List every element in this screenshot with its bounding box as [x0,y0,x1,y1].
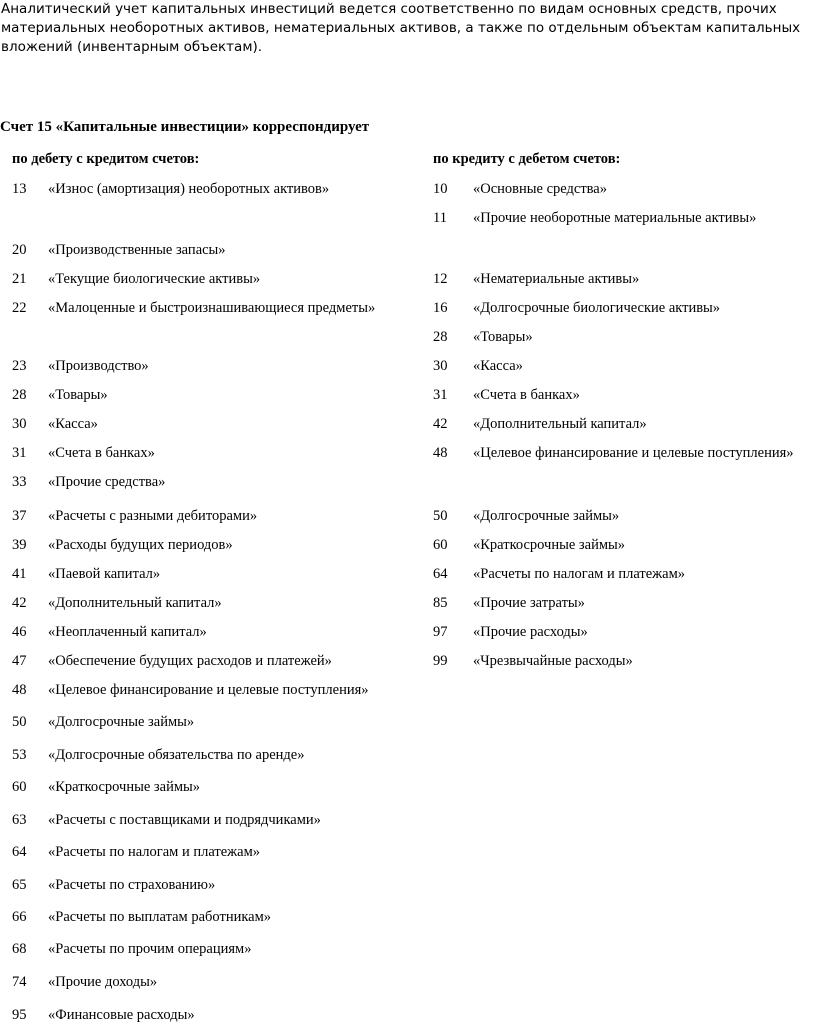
debit-account-row [12,473,392,491]
account-number: 31 [433,387,448,403]
intro-paragraph: Аналитический учет капитальных инвестиций ведется соответственно по видам основных средств, прочих материальных необоротных активов, нематериальных активов, а также по отдельным объектам капитальных вложений (инвентарным объектам). [1,1,801,55]
account-number: 30 [12,416,27,432]
account-number: 64 [12,844,27,860]
account-number: 60 [433,537,448,553]
debit-account-row [12,973,392,991]
credit-account-row [433,386,813,404]
debit-account-row [12,681,392,699]
account-number: 97 [433,624,448,640]
debit-account-row [12,594,392,612]
debit-account-row [12,299,392,317]
credit-account-row [433,536,813,554]
account-name: «Основные средства» [473,181,607,197]
account-name: «Касса» [473,358,523,374]
debit-account-row [12,778,392,796]
account-number: 68 [12,941,27,957]
credit-account-row [433,594,813,612]
credit-account-row [433,507,813,525]
debit-column-title: по дебету с кредитом счетов: [12,151,200,167]
account-name: «Чрезвычайные расходы» [473,653,633,669]
account-number: 74 [12,974,27,990]
account-name: «Прочие средства» [48,474,166,490]
credit-account-row [433,357,813,375]
debit-account-row [12,565,392,583]
account-name: «Счета в банках» [48,445,155,461]
account-number: 11 [433,210,447,226]
account-number: 37 [12,508,27,524]
credit-account-row [433,328,813,346]
section-heading: Счет 15 «Капитальные инвестиции» корреспондирует [0,119,370,135]
account-name: «Краткосрочные займы» [48,779,200,795]
account-number: 66 [12,909,27,925]
account-number: 65 [12,877,27,893]
account-name: «Расчеты с разными дебиторами» [48,508,258,524]
credit-account-row [433,180,813,198]
account-name: «Долгосрочные займы» [48,714,195,730]
account-number: 63 [12,812,27,828]
account-name: «Целевое финансирование и целевые поступления» [48,682,369,698]
account-name: «Расходы будущих периодов» [48,537,233,553]
account-name: «Расчеты по выплатам работникам» [48,909,272,925]
debit-account-row [12,876,392,894]
account-name: «Касса» [48,416,98,432]
account-name: «Финансовые расходы» [48,1007,195,1023]
account-number: 20 [12,242,27,258]
account-number: 21 [12,271,27,287]
account-name: «Расчеты по страхованию» [48,877,216,893]
account-number: 30 [433,358,448,374]
account-name: «Нематериальные активы» [473,271,640,287]
account-number: 13 [12,181,27,197]
account-number: 22 [12,300,27,316]
account-number: 50 [12,714,27,730]
account-name: «Долгосрочные биологические активы» [473,300,721,316]
debit-account-row [12,940,392,958]
account-number: 64 [433,566,448,582]
account-name: «Долгосрочные обязательства по аренде» [48,747,305,763]
account-number: 42 [12,595,27,611]
account-name: «Товары» [473,329,533,345]
debit-account-row [12,536,392,554]
account-number: 48 [12,682,27,698]
account-number: 10 [433,181,448,197]
credit-account-row [433,415,813,433]
account-name: «Дополнительный капитал» [48,595,222,611]
debit-account-row [12,270,392,288]
credit-account-row [433,270,813,288]
credit-account-row [433,623,813,641]
account-number: 99 [433,653,448,669]
account-number: 28 [433,329,448,345]
account-number: 41 [12,566,27,582]
debit-account-row [12,507,392,525]
account-name: «Товары» [48,387,108,403]
account-name: «Износ (амортизация) необоротных активов» [48,181,330,197]
account-name: «Прочие доходы» [48,974,158,990]
account-name: «Целевое финансирование и целевые поступления» [473,445,794,461]
account-number: 12 [433,271,448,287]
debit-account-row [12,843,392,861]
debit-account-row [12,746,392,764]
account-name: «Краткосрочные займы» [473,537,625,553]
credit-column-title: по кредиту с дебетом счетов: [433,151,621,167]
credit-account-row [433,652,813,670]
credit-account-row [433,209,813,227]
debit-account-row [12,444,392,462]
account-name: «Долгосрочные займы» [473,508,620,524]
credit-account-row [433,299,813,317]
credit-account-row [433,565,813,583]
account-number: 31 [12,445,27,461]
account-name: «Паевой капитал» [48,566,161,582]
account-name: «Текущие биологические активы» [48,271,261,287]
account-name: «Производственные запасы» [48,242,226,258]
account-number: 47 [12,653,27,669]
account-number: 48 [433,445,448,461]
account-name: «Прочие затраты» [473,595,585,611]
debit-account-row [12,623,392,641]
account-number: 39 [12,537,27,553]
account-number: 16 [433,300,448,316]
account-name: «Расчеты по налогам и платежам» [48,844,261,860]
account-name: «Прочие расходы» [473,624,588,640]
debit-account-row [12,1006,392,1024]
account-number: 28 [12,387,27,403]
account-number: 42 [433,416,448,432]
debit-account-row [12,811,392,829]
debit-account-row [12,713,392,731]
account-number: 50 [433,508,448,524]
account-number: 46 [12,624,27,640]
account-number: 85 [433,595,448,611]
account-name: «Расчеты по прочим операциям» [48,941,252,957]
debit-account-row [12,908,392,926]
debit-account-row [12,415,392,433]
credit-account-row [433,444,813,462]
account-name: «Производство» [48,358,149,374]
debit-account-row [12,241,392,259]
account-name: «Прочие необоротные материальные активы» [473,210,757,226]
account-name: «Неоплаченный капитал» [48,624,207,640]
debit-account-row [12,652,392,670]
account-name: «Расчеты с поставщиками и подрядчиками» [48,812,321,828]
account-name: «Счета в банках» [473,387,580,403]
account-number: 33 [12,474,27,490]
account-name: «Малоценные и быстроизнашивающиеся предметы» [48,300,376,316]
account-number: 60 [12,779,27,795]
account-number: 53 [12,747,27,763]
debit-account-row [12,386,392,404]
account-number: 23 [12,358,27,374]
account-name: «Дополнительный капитал» [473,416,647,432]
account-name: «Обеспечение будущих расходов и платежей» [48,653,332,669]
account-number: 95 [12,1007,27,1023]
debit-account-row [12,180,392,198]
account-name: «Расчеты по налогам и платежам» [473,566,686,582]
debit-account-row [12,357,392,375]
